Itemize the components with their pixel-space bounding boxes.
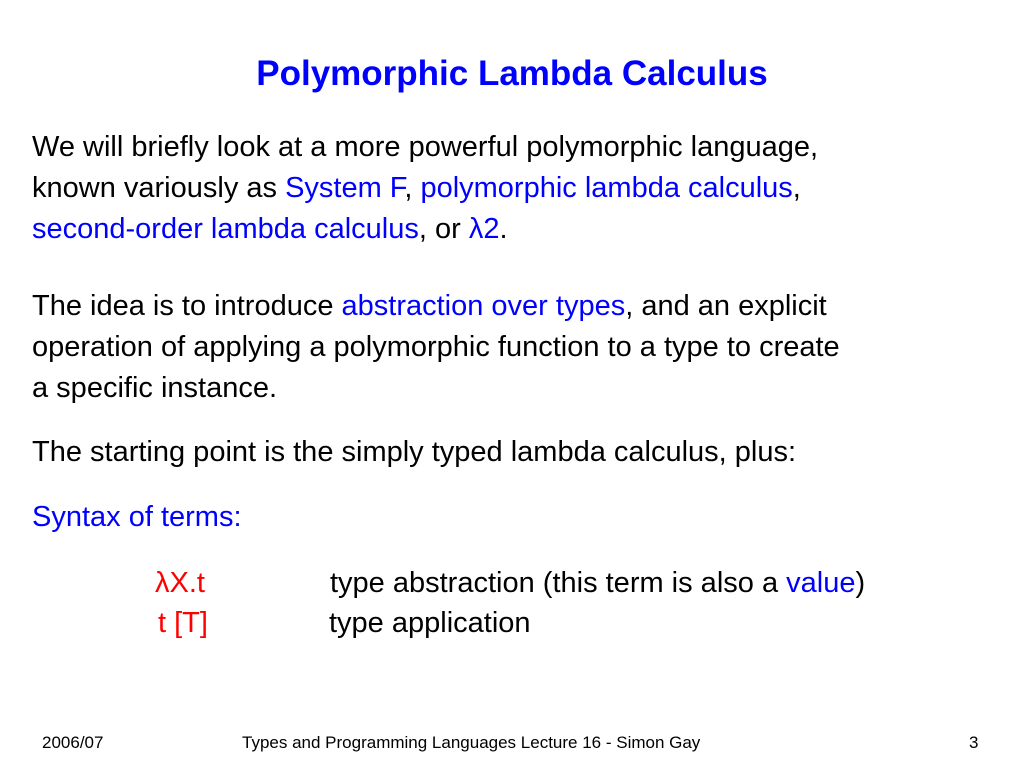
footer-page-number: 3 <box>969 733 979 752</box>
footer-date: 2006/07 <box>42 733 104 752</box>
intro-line-2-text: known variously as <box>32 172 286 204</box>
separator: , <box>792 172 801 204</box>
system-f-term: System F <box>285 172 405 204</box>
idea-paragraph <box>32 286 1002 409</box>
rule-desc-type-application: type application <box>329 607 531 639</box>
rule-desc-type-abstraction <box>330 563 865 604</box>
idea-line-3: a specific instance. <box>32 372 278 404</box>
slide-title: Polymorphic Lambda Calculus <box>256 54 768 93</box>
intro-line-3 <box>32 209 1002 250</box>
intro-paragraph <box>32 127 1002 250</box>
idea-line-1-post: , and an explicit <box>625 290 827 322</box>
rule-desc-end: ) <box>855 567 866 599</box>
intro-line-2 <box>32 168 1002 209</box>
rule-term-type-application: t [T] <box>158 607 208 639</box>
starting-point-paragraph: The starting point is the simply typed lambda calculus, plus: <box>32 436 797 468</box>
idea-line-1-text: The idea is to introduce <box>32 290 342 322</box>
footer-course: Types and Programming Languages Lecture 16 - Simon Gay <box>242 733 701 752</box>
syntax-of-terms-heading: Syntax of terms: <box>32 501 242 533</box>
rule-desc-text: type abstraction (this term is also a <box>330 567 787 599</box>
idea-line-2: operation of applying a polymorphic function to a type to create <box>32 331 840 363</box>
separator: , <box>404 172 421 204</box>
separator: , or <box>418 213 469 245</box>
rule-term-type-abstraction: λX.t <box>155 567 205 599</box>
lambda2-term: λ2 <box>468 213 500 245</box>
abstraction-over-types-term: abstraction over types <box>341 290 626 322</box>
polymorphic-lambda-calculus-term: polymorphic lambda calculus <box>420 172 793 204</box>
value-term: value <box>786 567 856 599</box>
second-order-lambda-calculus-term: second-order lambda calculus <box>32 213 419 245</box>
idea-line-1 <box>32 286 1002 327</box>
intro-line-1: We will briefly look at a more powerful polymorphic language, <box>32 131 819 163</box>
sentence-end: . <box>499 213 508 245</box>
